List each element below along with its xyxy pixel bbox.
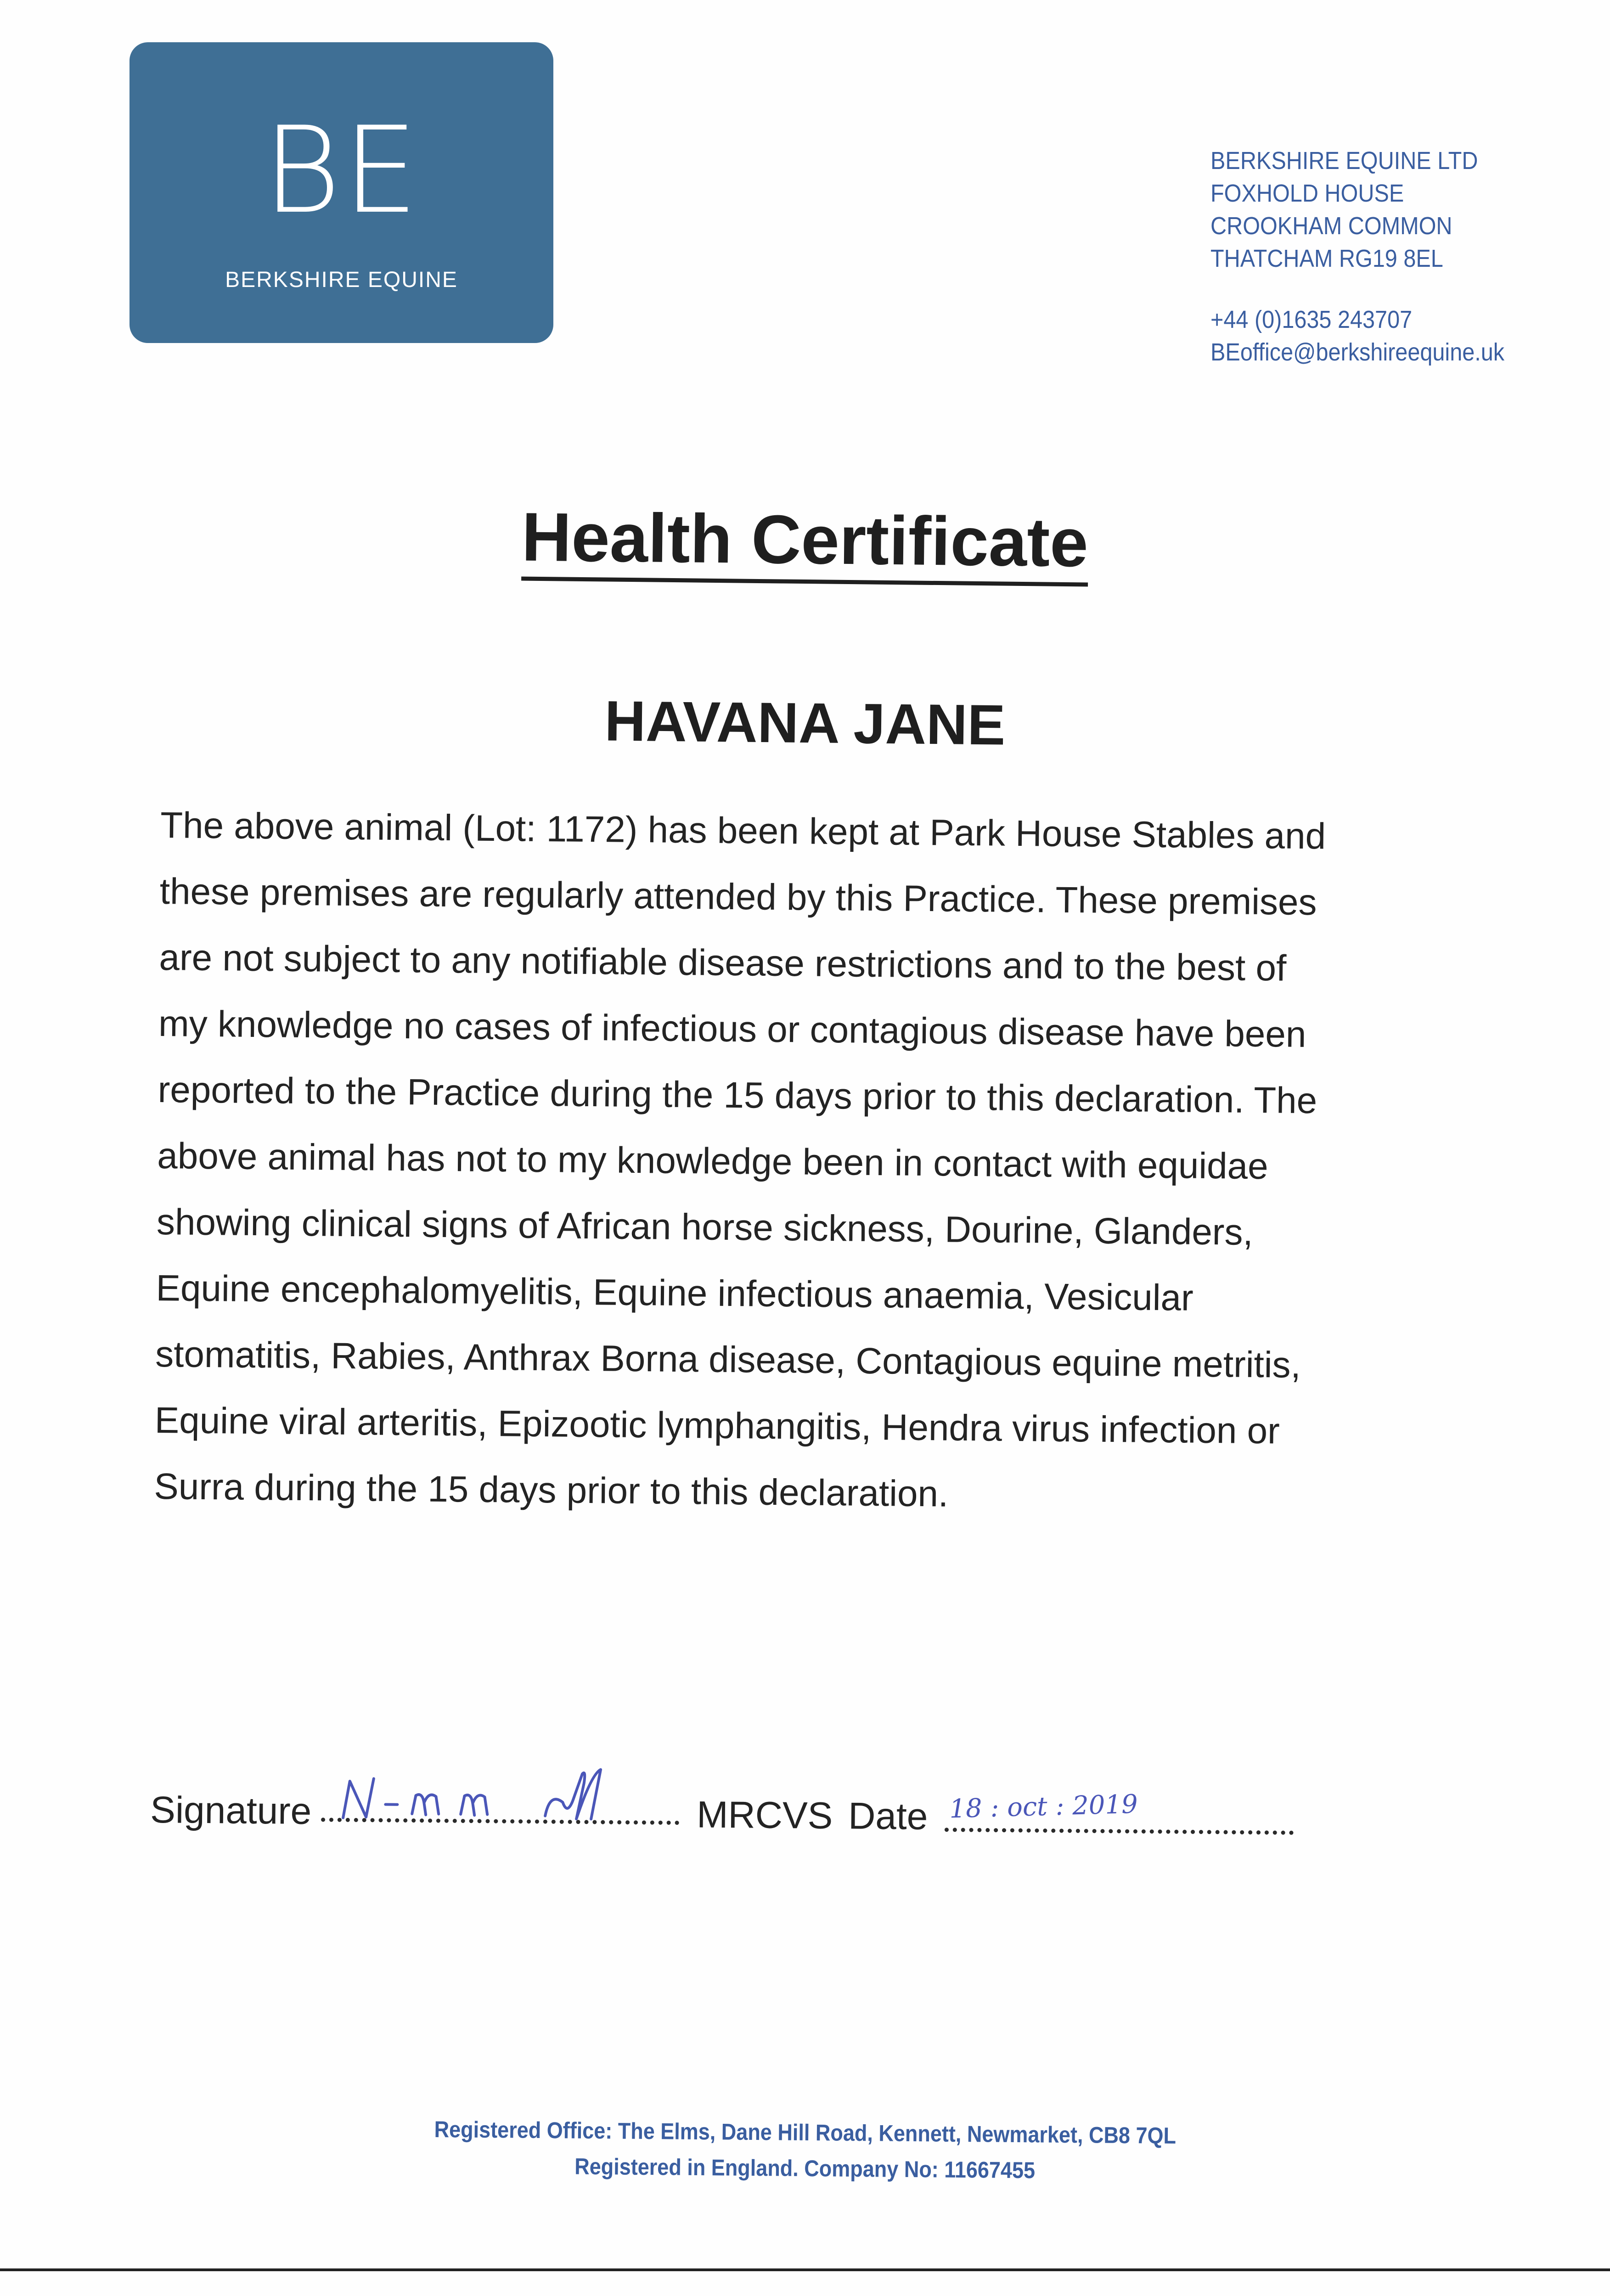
signature-line xyxy=(150,1770,1326,1854)
document-title-wrap xyxy=(0,498,1610,584)
logo-subtitle: BERKSHIRE EQUINE xyxy=(225,268,458,292)
address-line-1: BERKSHIRE EQUINE LTD xyxy=(1210,147,1478,174)
email-address: BEoffice@berkshireequine.uk xyxy=(1210,338,1505,366)
body-line: showing clinical signs of African horse sickness, Dourine, Glanders, xyxy=(156,1201,1254,1253)
mrcvs-label: MRCVS xyxy=(696,1794,833,1837)
date-dotted-line xyxy=(945,1828,1294,1835)
body-line: reported to the Practice during the 15 days prior to this declaration. The xyxy=(158,1069,1317,1121)
handwritten-date: 18 : oct : 2019 xyxy=(949,1789,1138,1824)
body-line: The above animal (Lot: 1172) has been kept at Park House Stables and xyxy=(160,804,1326,857)
address-line-2: FOXHOLD HOUSE xyxy=(1210,180,1404,207)
berkshire-equine-logo xyxy=(129,42,553,343)
body-line: these premises are regularly attended by this Practice. These premises xyxy=(159,870,1317,923)
footer-line-2: Registered in England. Company No: 11667455 xyxy=(574,2153,1036,2183)
handwritten-signature xyxy=(334,1762,683,1830)
body-line: my knowledge no cases of infectious or contagious disease have been xyxy=(158,1002,1306,1055)
body-line: Equine encephalomyelitis, Equine infectious anaemia, Vesicular xyxy=(156,1267,1194,1318)
address-line-4: THATCHAM RG19 8EL xyxy=(1210,245,1443,272)
registered-office-footer xyxy=(80,2108,1530,2193)
date-label: Date xyxy=(848,1795,928,1838)
bottom-rule xyxy=(0,2268,1610,2271)
body-line: Equine viral arteritis, Epizootic lymphangitis, Hendra virus infection or xyxy=(154,1399,1280,1452)
phone-number: +44 (0)1635 243707 xyxy=(1210,306,1413,333)
body-line: are not subject to any notifiable disease restrictions and to the best of xyxy=(159,936,1287,989)
declaration-paragraph xyxy=(154,792,1437,1532)
signature-label: Signature xyxy=(150,1789,312,1833)
body-line: above animal has not to my knowledge been in contact with equidae xyxy=(157,1135,1269,1187)
address-line-3: CROOKHAM COMMON xyxy=(1210,212,1452,240)
footer-line-1: Registered Office: The Elms, Dane Hill Road, Kennett, Newmarket, CB8 7QL xyxy=(434,2116,1177,2149)
animal-name: HAVANA JANE xyxy=(604,689,1006,757)
body-line: Surra during the 15 days prior to this declaration. xyxy=(154,1465,949,1514)
company-address xyxy=(1210,145,1525,369)
logo-mark: BE xyxy=(263,101,420,240)
document-title: Health Certificate xyxy=(521,498,1089,587)
body-line: stomatitis, Rabies, Anthrax Borna disease, Contagious equine metritis, xyxy=(155,1333,1301,1385)
address-spacer xyxy=(1210,275,1525,304)
